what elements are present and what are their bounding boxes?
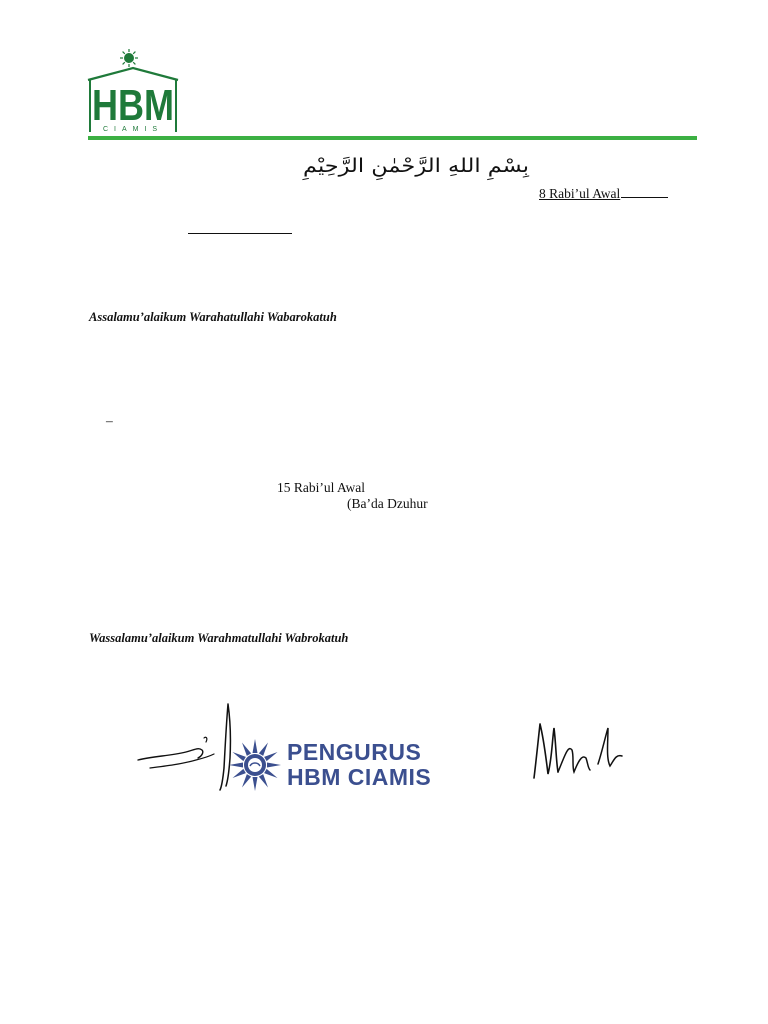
basmala-calligraphy: [300, 146, 532, 182]
stamp-sun-icon: [228, 738, 282, 792]
logo-wordmark: HBM: [92, 81, 174, 130]
letter-date-text: 8 Rabi’ul Awal: [539, 186, 621, 201]
recipient-blank-line: [188, 233, 292, 234]
signature-right: [528, 714, 640, 784]
letter-date: [539, 186, 668, 201]
event-date: 15 Rabi’ul Awal: [277, 480, 366, 495]
stamp-title: PENGURUS: [287, 739, 422, 765]
closing: Wassalamu’alaikum Warahmatullahi Wabrokatuh: [89, 631, 349, 645]
letterhead-rule: [88, 136, 697, 140]
event-time: (Ba’da Dzuhur: [347, 496, 428, 511]
list-dash: –: [106, 413, 113, 428]
basmala-text: بِسْمِ اللهِ الرَّحْمٰنِ الرَّحِيْمِ: [303, 155, 494, 177]
sun-emblem-icon: [120, 49, 138, 67]
stamp-organization: HBM CIAMIS: [287, 764, 432, 790]
greeting: Assalamu’alaikum Warahatullahi Wabarokatuh: [89, 310, 337, 324]
logo-subtext: CIAMIS: [102, 126, 164, 133]
hbm-logo: [86, 48, 181, 133]
signature-left: [136, 698, 236, 794]
date-blank-line: [621, 186, 668, 198]
